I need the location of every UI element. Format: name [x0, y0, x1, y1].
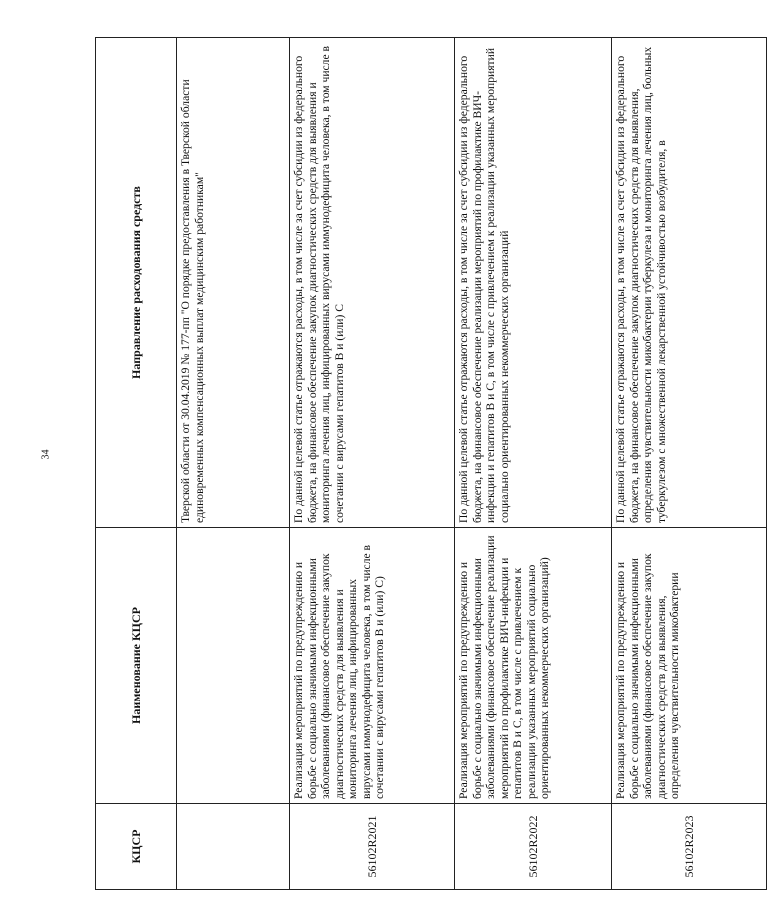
- kcsr-name: Реализация мероприятий по предупреждению и борьбе с социально значимыми инфекционными заболеваниями (финансовое обеспечение реализации мероприятий по профилактике ВИЧ-инфекции и гепатитов В и С, в том числе с привлечением к реализации указанных мероприятий социально ориентированных некоммерческих организаций): [455, 528, 612, 804]
- kcsr-name: Реализация мероприятий по предупреждению и борьбе с социально значимыми инфекционными заболеваниями (финансовое обеспечение закупок диагностических средств для выявления, определения чувствительности микобактерии: [612, 528, 767, 804]
- continuation-code-cell: [177, 804, 290, 890]
- table-header-row: [96, 38, 177, 890]
- kcsr-direction: По данной целевой статье отражаются расходы, в том числе за счет субсидии из федерального бюджета, на финансовое обеспечение реализации мероприятий по профилактике ВИЧ-инфекции и гепатитов В и С, в том числе с привлечением к реализации указанных мероприятий социально ориентированных некоммерческих организаций: [455, 38, 612, 528]
- header-direction: Направление расходования средств: [96, 38, 177, 528]
- rotated-table-area: [95, 38, 696, 890]
- kcsr-code: 56102R2022: [455, 804, 612, 890]
- kcsr-name: Реализация мероприятий по предупреждению и борьбе с социально значимыми инфекционными заболеваниями (финансовое обеспечение закупок диагностических средств для выявления и мониторинга лечения лиц, инфицированных вирусами иммунодефицита человека, в том числе в сочетании с вирусами гепатитов В и (или) С): [290, 528, 455, 804]
- kcsr-direction: По данной целевой статье отражаются расходы, в том числе за счет субсидии из федерального бюджета, на финансовое обеспечение закупок диагностических средств для выявления и мониторинга лечения лиц, инфицированных вирусами иммунодефицита человека, в том числе в сочетании с вирусами гепатитов В и (или) С: [290, 38, 455, 528]
- budget-classification-table: [95, 37, 767, 890]
- table-row: [290, 38, 455, 890]
- header-kcsr: КЦСР: [96, 804, 177, 890]
- kcsr-direction: По данной целевой статье отражаются расходы, в том числе за счет субсидии из федерального бюджета, на финансовое обеспечение закупок диагностических средств для выявления, определения чувствительности микобактерии туберкулеза и мониторинга лечения лиц, больных туберкулезом с множественной лекарственной устойчивостью возбудителя, в: [612, 38, 767, 528]
- continuation-name-cell: [177, 528, 290, 804]
- document-sheet: [95, 38, 696, 890]
- table-row-continuation: [177, 38, 290, 890]
- table-row: [612, 38, 767, 890]
- kcsr-code: 56102R2023: [612, 804, 767, 890]
- kcsr-code: 56102R2021: [290, 804, 455, 890]
- header-kcsr-name: Наименование КЦСР: [96, 528, 177, 804]
- continuation-direction-cell: Тверской области от 30.04.2019 № 177-пп "О порядке предоставления в Тверской области единовременных компенсационных выплат медицинским работникам": [177, 38, 290, 528]
- page-number: 34: [40, 449, 52, 460]
- table-row: [455, 38, 612, 890]
